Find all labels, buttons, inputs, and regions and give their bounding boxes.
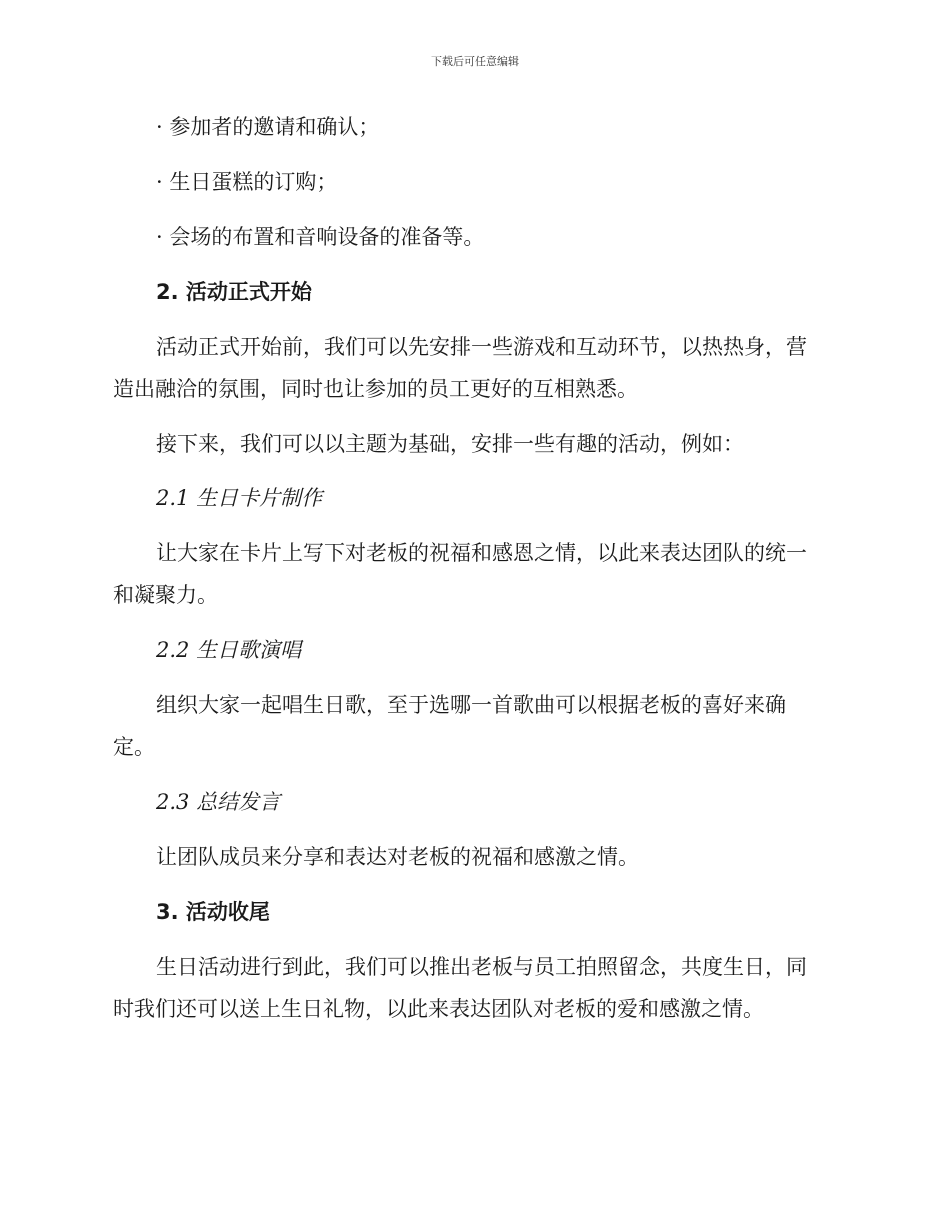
paragraph-line: 组织大家一起唱生日歌，至于选哪一首歌曲可以根据老板的喜好来确: [156, 693, 786, 717]
subsection-heading: 2.1 生日卡片制作: [156, 486, 323, 510]
paragraph-line: 接下来，我们可以以主题为基础，安排一些有趣的活动，例如：: [156, 432, 744, 456]
paragraph-line: 活动正式开始前，我们可以先安排一些游戏和互动环节，以热热身，营: [156, 335, 807, 359]
bullet-item: · 生日蛋糕的订购；: [156, 170, 338, 194]
header-note: 下载后可任意编辑: [431, 55, 519, 68]
section-heading: 3. 活动收尾: [156, 900, 270, 924]
subsection-heading: 2.2 生日歌演唱: [156, 638, 302, 662]
bullet-item: · 会场的布置和音响设备的准备等。: [156, 225, 485, 249]
paragraph-line: 造出融洽的氛围，同时也让参加的员工更好的互相熟悉。: [113, 377, 638, 401]
section-heading: 2. 活动正式开始: [156, 280, 312, 304]
paragraph-line: 让团队成员来分享和表达对老板的祝福和感激之情。: [156, 845, 639, 869]
paragraph-line: 和凝聚力。: [113, 583, 218, 607]
paragraph-line: 让大家在卡片上写下对老板的祝福和感恩之情，以此来表达团队的统一: [156, 541, 807, 565]
paragraph-line: 定。: [113, 735, 155, 759]
subsection-heading: 2.3 总结发言: [156, 790, 281, 814]
paragraph-line: 生日活动进行到此，我们可以推出老板与员工拍照留念，共度生日，同: [156, 955, 807, 979]
bullet-item: · 参加者的邀请和确认；: [156, 115, 380, 139]
paragraph-line: 时我们还可以送上生日礼物，以此来表达团队对老板的爱和感激之情。: [113, 997, 764, 1021]
